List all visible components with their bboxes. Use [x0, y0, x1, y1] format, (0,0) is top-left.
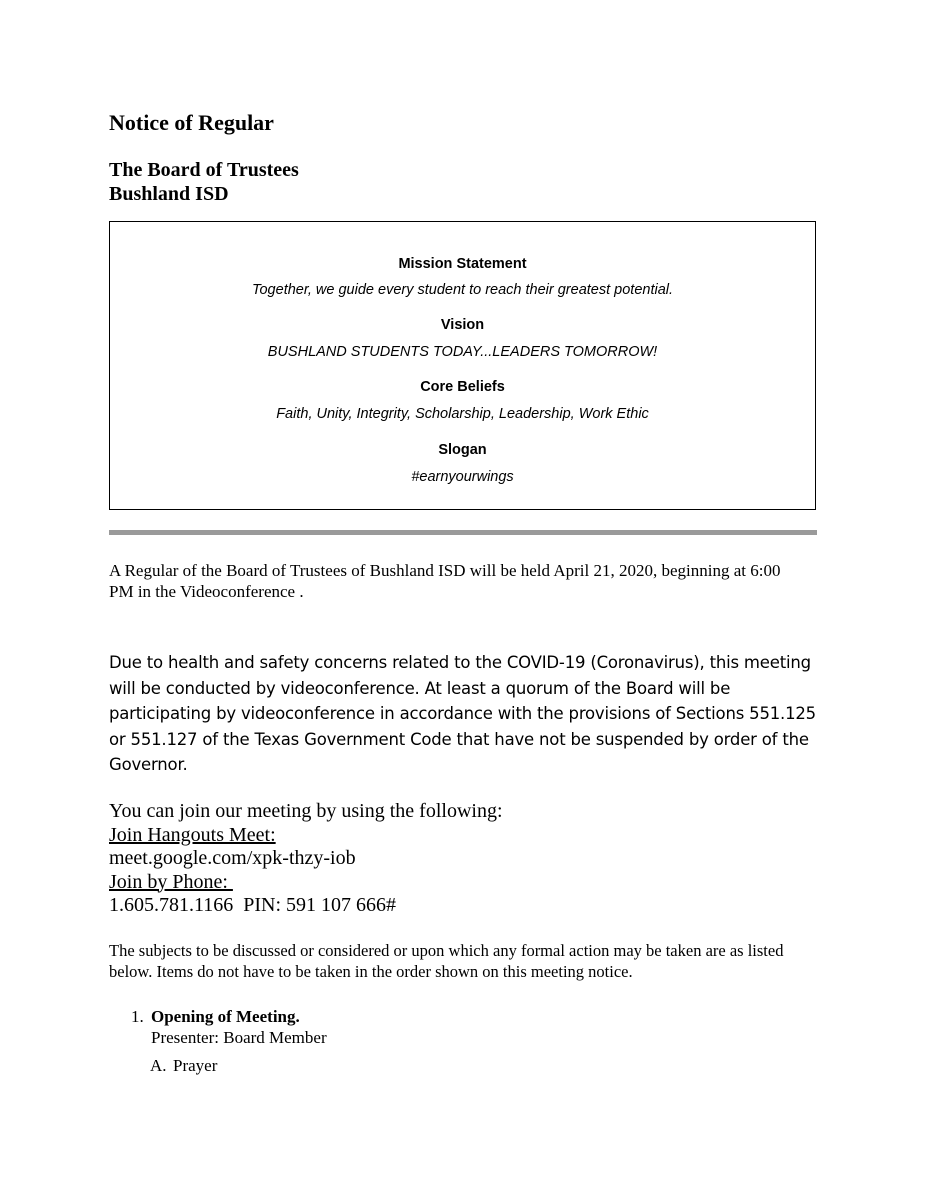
mission-text: Together, we guide every student to reach their greatest potential. — [251, 282, 674, 298]
agenda-item-number: 1. — [131, 1007, 144, 1026]
covid-notice: Due to health and safety concerns related to the COVID-19 (Coronavirus), this meeting will be conducted by videoconference. At least a quorum of the Board will be participating by videoconference in accordance with the provisions of Sections 551.125 or 551.127 of the Texas Government Code that have not be suspended by order of the Governor. — [109, 653, 816, 774]
join-info — [109, 800, 503, 918]
slogan-text: #earnyourwings — [411, 469, 514, 485]
agenda-subitem-label: Prayer — [173, 1056, 218, 1075]
section-divider — [109, 530, 817, 535]
mission-heading: Mission Statement — [398, 256, 527, 272]
board-name: The Board of Trustees — [109, 159, 299, 181]
beliefs-text: Faith, Unity, Integrity, Scholarship, Leadership, Work Ethic — [276, 406, 649, 422]
agenda-subitem — [131, 1055, 327, 1076]
hangouts-label: Join Hangouts Meet: — [109, 823, 276, 846]
join-intro: You can join our meeting by using the following: — [109, 800, 503, 822]
slogan-heading: Slogan — [438, 442, 487, 458]
agenda-item-title: Opening of Meeting. — [151, 1007, 300, 1026]
mission-box — [109, 221, 816, 510]
agenda-item-presenter: Presenter: Board Member — [151, 1028, 327, 1047]
agenda-item — [131, 1006, 327, 1076]
vision-heading: Vision — [440, 317, 485, 333]
board-heading — [109, 158, 299, 206]
meeting-notice: A Regular of the Board of Trustees of Bushland ISD will be held April 21, 2020, beginning at 6:00 PM in the Videoconference . — [109, 561, 781, 601]
subjects-paragraph: The subjects to be discussed or considered or upon which any formal action may be taken are as listed below. Items do not have to be taken in the order shown on this meeting notice. — [109, 941, 784, 981]
phone-details: 1.605.781.1166 PIN: 591 107 666# — [109, 894, 397, 916]
hangouts-url[interactable]: meet.google.com/xpk-thzy-iob — [109, 847, 356, 869]
district-name: Bushland ISD — [109, 183, 229, 205]
agenda-subitem-letter: A. — [150, 1056, 167, 1075]
vision-text: BUSHLAND STUDENTS TODAY...LEADERS TOMORROW! — [267, 344, 658, 360]
page-title: Notice of Regular — [109, 110, 274, 135]
phone-label: Join by Phone: — [109, 870, 233, 893]
beliefs-heading: Core Beliefs — [420, 379, 505, 395]
agenda-list — [131, 1006, 327, 1076]
